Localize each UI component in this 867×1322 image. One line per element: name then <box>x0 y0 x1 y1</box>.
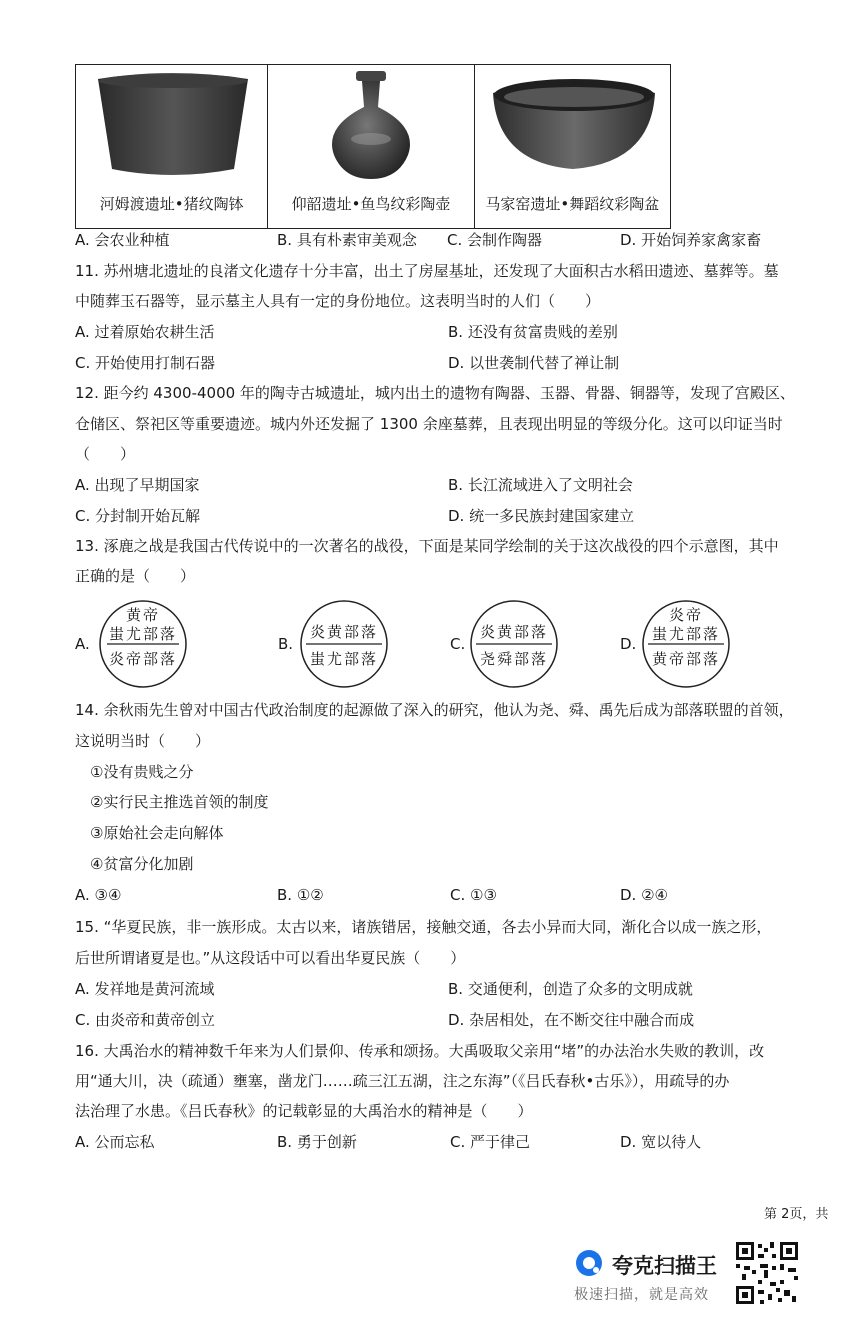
q11-option-b[interactable]: B. 还没有贫富贵贱的差别 <box>448 323 618 341</box>
q14-option-d[interactable]: D. ②④ <box>620 886 668 904</box>
q13-diagram-d[interactable] <box>640 598 732 690</box>
q13-diagram-a[interactable] <box>97 598 189 690</box>
q15-option-b[interactable]: B. 交通便利，创造了众多的文明成就 <box>448 980 693 998</box>
q15-option-a[interactable]: A. 发祥地是黄河流域 <box>75 980 215 998</box>
q16-option-c[interactable]: C. 严于律己 <box>450 1133 531 1151</box>
q11-stem-line: 11. 苏州塘北遗址的良渚文化遗存十分丰富，出土了房屋基址，还发现了大面积古水稻田遗迹、墓葬等。墓 <box>75 262 779 280</box>
q13-stem-line: 13. 涿鹿之战是我国古代传说中的一次著名的战役，下面是某同学绘制的关于这次战役的四个示意图，其中 <box>75 537 779 555</box>
q15-stem-line: 15. “华夏民族，非一族形成。太古以来，诸族错居，接触交通，各去小异而大同，渐化合以成一族之形， <box>75 918 772 936</box>
q12-option-a[interactable]: A. 出现了早期国家 <box>75 476 200 494</box>
q13-option-b-label[interactable]: B. <box>278 635 294 653</box>
picture-caption: 马家窑遗址•舞蹈纹彩陶盆 <box>485 195 660 213</box>
diagram-middle-text: 蚩尤部落 <box>651 625 720 643</box>
q14-option-b[interactable]: B. ①② <box>277 886 324 904</box>
pottery-bowl-icon <box>76 69 268 189</box>
q12-option-c[interactable]: C. 分封制开始瓦解 <box>75 507 201 525</box>
q13-option-a-label[interactable]: A. <box>75 635 90 653</box>
q10-option-d[interactable]: D. 开始饲养家禽家畜 <box>620 231 762 249</box>
q15-option-c[interactable]: C. 由炎帝和黄帝创立 <box>75 1011 216 1029</box>
diagram-bottom-text: 炎帝部落 <box>108 650 177 668</box>
pottery-vase-icon <box>268 67 474 187</box>
q14-option-c[interactable]: C. ①③ <box>450 886 497 904</box>
q12-stem-line: 仓储区、祭祀区等重要遗迹。城内外还发掘了 1300 余座墓葬，且表现出明显的等级分化。这可以印证当时 <box>75 415 783 433</box>
diagram-middle-text: 蚩尤部落 <box>108 625 177 643</box>
q12-option-b[interactable]: B. 长江流域进入了文明社会 <box>448 476 633 494</box>
q13-stem-line: 正确的是（ ） <box>75 567 196 585</box>
q13-diagram-b[interactable] <box>298 598 390 690</box>
circle-diagram-icon <box>468 598 560 690</box>
pottery-picture-table <box>75 64 671 229</box>
q11-stem-line: 中随葬玉石器等，显示墓主人具有一定的身份地位。这表明当时的人们（ ） <box>75 292 601 310</box>
qr-code-icon <box>734 1240 800 1306</box>
q15-option-d[interactable]: D. 杂居相处，在不断交往中融合而成 <box>448 1011 695 1029</box>
q12-stem-line: （ ） <box>75 445 136 463</box>
q11-option-a[interactable]: A. 过着原始农耕生活 <box>75 323 215 341</box>
q11-option-d[interactable]: D. 以世袭制代替了禅让制 <box>448 354 620 372</box>
q16-option-b[interactable]: B. 勇于创新 <box>277 1133 357 1151</box>
q14-stem-line: 14. 余秋雨先生曾对中国古代政治制度的起源做了深入的研究，他认为尧、舜、禹先后成为部落联盟的首领， <box>75 701 794 719</box>
q16-option-d[interactable]: D. 宽以待人 <box>620 1133 702 1151</box>
diagram-bottom-text: 蚩尤部落 <box>309 650 378 668</box>
q13-option-c-label[interactable]: C. <box>450 635 466 653</box>
q14-item: ④贫富分化加剧 <box>90 855 194 873</box>
q12-stem-line: 12. 距今约 4300-4000 年的陶寺古城遗址，城内出土的遗物有陶器、玉器、骨器、铜器等，发现了宫殿区、 <box>75 384 795 402</box>
quark-logo-icon <box>574 1248 604 1278</box>
brand-name: 夸克扫描王 <box>612 1254 717 1278</box>
diagram-middle-text: 炎黄部落 <box>309 623 378 641</box>
q14-option-a[interactable]: A. ③④ <box>75 886 122 904</box>
diagram-top-text: 黄帝 <box>125 606 160 624</box>
picture-cell-yangshao <box>268 65 474 228</box>
picture-caption: 仰韶遗址•鱼鸟纹彩陶壶 <box>291 195 451 213</box>
q16-stem-line: 用“通大川，决（疏通）壅塞，凿龙门……疏三江五湖，注之东海”（《吕氏春秋•古乐》），用疏导的办 <box>75 1072 730 1090</box>
q16-stem-line: 16. 大禹治水的精神数千年来为人们景仰、传承和颂扬。大禹吸取父亲用“堵”的办法治水失败的教训，改 <box>75 1042 765 1060</box>
picture-cell-majiayao <box>475 65 670 228</box>
q14-item: ①没有贵贱之分 <box>90 763 194 781</box>
q10-option-c[interactable]: C. 会制作陶器 <box>447 231 543 249</box>
q13-diagram-c[interactable] <box>468 598 560 690</box>
page-number: 第 2页，共 <box>764 1207 829 1222</box>
circle-diagram-icon <box>298 598 390 690</box>
q11-option-c[interactable]: C. 开始使用打制石器 <box>75 354 216 372</box>
q14-item: ③原始社会走向解体 <box>90 824 224 842</box>
pottery-basin-icon <box>475 71 671 181</box>
diagram-bottom-text: 尧舜部落 <box>479 650 548 668</box>
q10-option-a[interactable]: A. 会农业种植 <box>75 231 170 249</box>
brand-slogan: 极速扫描，就是高效 <box>574 1287 709 1303</box>
diagram-bottom-text: 黄帝部落 <box>651 650 720 668</box>
picture-caption: 河姆渡遗址•猪纹陶钵 <box>99 195 244 213</box>
q16-option-a[interactable]: A. 公而忘私 <box>75 1133 155 1151</box>
q10-option-b[interactable]: B. 具有朴素审美观念 <box>277 231 417 249</box>
q14-stem-line: 这说明当时（ ） <box>75 732 211 750</box>
q15-stem-line: 后世所谓诸夏是也。”从这段话中可以看出华夏民族（ ） <box>75 949 466 967</box>
diagram-top-text: 炎帝 <box>668 606 703 624</box>
q16-stem-line: 法治理了水患。《吕氏春秋》的记载彰显的大禹治水的精神是（ ） <box>75 1102 533 1120</box>
picture-cell-hemudu <box>76 65 268 228</box>
q12-option-d[interactable]: D. 统一多民族封建国家建立 <box>448 507 635 525</box>
q14-item: ②实行民主推选首领的制度 <box>90 793 269 811</box>
q13-option-d-label[interactable]: D. <box>620 635 637 653</box>
diagram-middle-text: 炎黄部落 <box>479 623 548 641</box>
